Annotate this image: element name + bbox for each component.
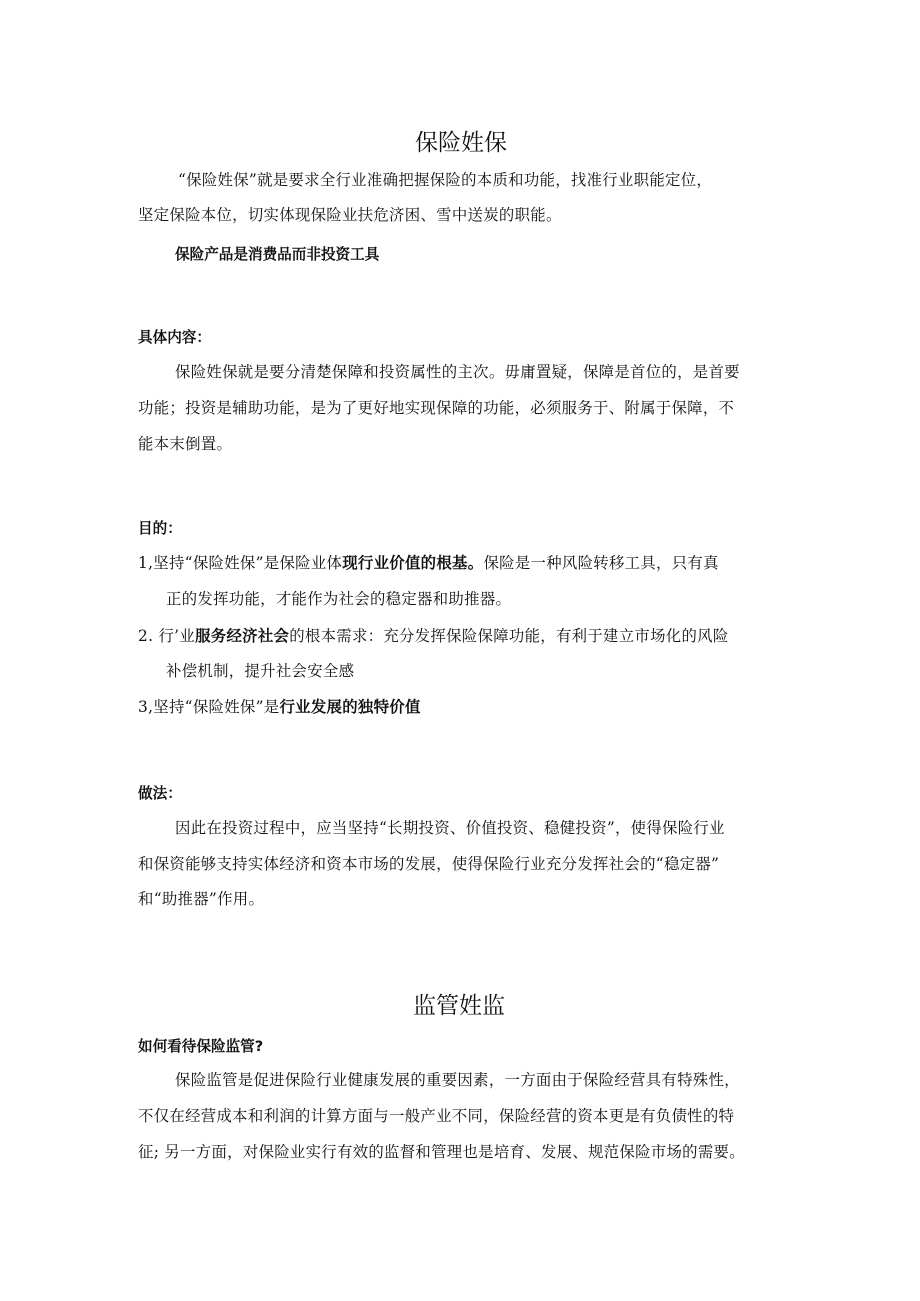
method-line-2: 和保资能够支持实体经济和资本市场的发展，使得保险行业充分发挥社会的“稳定器” <box>138 855 720 873</box>
section2-question: 如何看待保险监管? <box>138 1038 264 1055</box>
purpose-item-1-bold: 现行业价值的根基。 <box>342 554 484 572</box>
section1-title: 保险姓保 <box>415 130 507 156</box>
purpose-item-1 <box>138 553 719 573</box>
content-line-2: 功能；投资是辅助功能，是为了更好地实现保障的功能，必须服务于、附属于保障，不 <box>138 399 735 417</box>
purpose-item-3-pre: 3,坚持“保险姓保”是 <box>138 698 280 716</box>
purpose-item-1-post: 保险是一种风险转移工具，只有真 <box>483 554 719 572</box>
section2-line-1: 保险监管是促进保险行业健康发展的重要因素，一方面由于保险经营具有特殊性， <box>175 1071 740 1089</box>
section2-title: 监管姓监 <box>413 993 505 1019</box>
method-label: 做法： <box>138 785 182 802</box>
purpose-item-3-bold: 行业发展的独特价值 <box>279 698 421 716</box>
intro-line-2: 坚定保险本位，切实体现保险业扶危济困、雪中送炭的职能。 <box>138 206 562 224</box>
content-line-3: 能本末倒置。 <box>138 435 233 453</box>
purpose-item-2-pre: 2. 行’业 <box>138 627 196 645</box>
purpose-item-2 <box>138 626 729 646</box>
content-line-1: 保险姓保就是要分清楚保障和投资属性的主次。毋庸置疑，保障是首位的，是首要 <box>175 363 740 381</box>
purpose-item-2-post: 的根本需求：充分发挥保险保障功能，有利于建立市场化的风险 <box>289 627 729 645</box>
purpose-item-1-pre: 1,坚持“保险姓保”是保险业体 <box>138 554 343 572</box>
purpose-label: 目的： <box>138 520 182 537</box>
method-line-1: 因此在投资过程中，应当坚持“长期投资、价值投资、稳健投资”，使得保险行业 <box>175 819 725 837</box>
purpose-item-1-line-2: 正的发挥功能，才能作为社会的稳定器和助推器。 <box>166 590 512 608</box>
purpose-item-2-bold: 服务经济社会 <box>195 627 290 645</box>
section2-line-2: 不仅在经营成本和利润的计算方面与一般产业不同，保险经营的资本更是有负债性的特 <box>138 1107 735 1125</box>
method-line-3: 和“助推器”作用。 <box>138 890 265 908</box>
content-label: 具体内容： <box>138 329 211 346</box>
purpose-item-3 <box>138 697 421 717</box>
section1-subheading: 保险产品是消费品而非投资工具 <box>175 246 380 263</box>
purpose-item-2-line-2: 补偿机制，提升社会安全感 <box>166 662 355 680</box>
section2-line-3: 征; 另一方面，对保险业实行有效的监督和管理也是培育、发展、规范保险市场的需要。 <box>138 1143 745 1161</box>
intro-line-1: “保险姓保”就是要求全行业准确把握保险的本质和功能，找准行业职能定位， <box>178 171 713 189</box>
